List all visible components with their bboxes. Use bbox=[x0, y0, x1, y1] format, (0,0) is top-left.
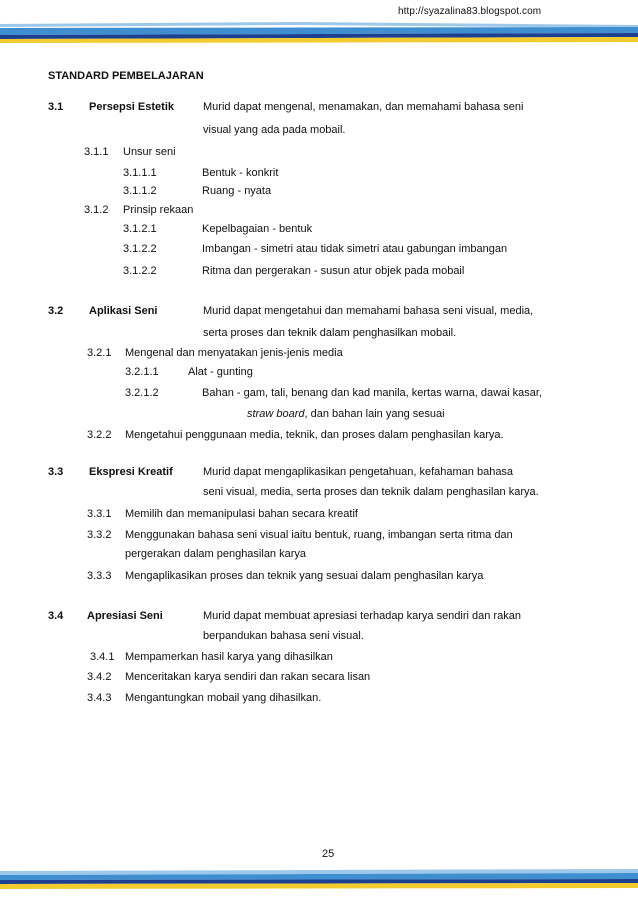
subitem-number: 3.2.1.1 bbox=[125, 366, 159, 378]
item-text: Unsur seni bbox=[123, 146, 176, 158]
section-description: Murid dapat mengenal, menamakan, dan memahami bahasa seni bbox=[203, 101, 524, 113]
subitem-number: 3.2.1.2 bbox=[125, 387, 159, 399]
item-text-continued: pergerakan dalam penghasilan karya bbox=[125, 548, 307, 560]
subitem-number: 3.1.2.1 bbox=[123, 223, 157, 235]
subitem-number: 3.1.1.1 bbox=[123, 167, 157, 179]
section-description: Murid dapat mengetahui dan memahami bahasa seni visual, media, bbox=[203, 305, 534, 317]
section-description: Murid dapat mengaplikasikan pengetahuan, kefahaman bahasa bbox=[203, 466, 514, 478]
subitem-text: Ruang - nyata bbox=[202, 185, 272, 197]
section-description: seni visual, media, serta proses dan teknik dalam penghasilan karya. bbox=[203, 486, 539, 498]
subitem-number: 3.1.2.2 bbox=[123, 243, 157, 255]
header-url: http://syazalina83.blogspot.com bbox=[398, 6, 542, 17]
item-number: 3.4.1 bbox=[90, 651, 115, 663]
item-text: Mempamerkan hasil karya yang dihasilkan bbox=[125, 651, 333, 663]
subitem-text: Bahan - gam, tali, benang dan kad manila, kertas warna, dawai kasar, bbox=[202, 387, 542, 399]
subitem-text: Bentuk - konkrit bbox=[202, 167, 279, 179]
section-description: serta proses dan teknik dalam penghasilkan mobail. bbox=[203, 327, 457, 339]
section-number: 3.2 bbox=[48, 305, 64, 317]
item-number: 3.2.1 bbox=[87, 347, 112, 359]
item-number: 3.1.2 bbox=[84, 204, 109, 216]
item-number: 3.4.3 bbox=[87, 692, 112, 704]
item-text: Mengenal dan menyatakan jenis-jenis media bbox=[125, 347, 343, 359]
item-number: 3.3.3 bbox=[87, 570, 112, 582]
section-description: berpandukan bahasa seni visual. bbox=[203, 630, 364, 642]
italic-term: straw board bbox=[247, 408, 305, 420]
subitem-text-rest: , dan bahan lain yang sesuai bbox=[304, 408, 445, 420]
subitem-text: Alat - gunting bbox=[188, 366, 253, 378]
subitem-text-continued bbox=[247, 408, 445, 421]
page-title: STANDARD PEMBELAJARAN bbox=[48, 70, 204, 82]
section-description: Murid dapat membuat apresiasi terhadap karya sendiri dan rakan bbox=[203, 610, 521, 622]
section-heading: Ekspresi Kreatif bbox=[89, 466, 173, 478]
item-text: Mengantungkan mobail yang dihasilkan. bbox=[125, 692, 322, 704]
section-number: 3.4 bbox=[48, 610, 64, 622]
section-heading: Apresiasi Seni bbox=[87, 610, 163, 622]
subitem-number: 3.1.1.2 bbox=[123, 185, 157, 197]
item-number: 3.1.1 bbox=[84, 146, 109, 158]
section-number: 3.3 bbox=[48, 466, 64, 478]
item-number: 3.3.1 bbox=[87, 508, 112, 520]
subitem-text: Ritma dan pergerakan - susun atur objek pada mobail bbox=[202, 265, 465, 277]
subitem-text: Imbangan - simetri atau tidak simetri atau gabungan imbangan bbox=[202, 243, 508, 255]
section-heading: Aplikasi Seni bbox=[89, 305, 158, 317]
item-number: 3.4.2 bbox=[87, 671, 112, 683]
item-text: Memilih dan memanipulasi bahan secara kreatif bbox=[125, 508, 358, 520]
item-text: Mengaplikasikan proses dan teknik yang sesuai dalam penghasilan karya bbox=[125, 570, 484, 582]
page-number: 25 bbox=[322, 848, 335, 860]
bottom-decorative-band bbox=[0, 868, 638, 890]
item-number: 3.3.2 bbox=[87, 529, 112, 541]
subitem-text: Kepelbagaian - bentuk bbox=[202, 223, 313, 235]
item-text: Menggunakan bahasa seni visual iaitu bentuk, ruang, imbangan serta ritma dan bbox=[125, 529, 513, 541]
item-text: Mengetahui penggunaan media, teknik, dan proses dalam penghasilan karya. bbox=[125, 429, 504, 441]
section-description: visual yang ada pada mobail. bbox=[203, 124, 346, 136]
subitem-number: 3.1.2.2 bbox=[123, 265, 157, 277]
top-decorative-band bbox=[0, 22, 638, 44]
item-text: Prinsip rekaan bbox=[123, 204, 194, 216]
section-number: 3.1 bbox=[48, 101, 64, 113]
section-heading: Persepsi Estetik bbox=[89, 101, 174, 113]
item-text: Menceritakan karya sendiri dan rakan secara lisan bbox=[125, 671, 371, 683]
item-number: 3.2.2 bbox=[87, 429, 112, 441]
